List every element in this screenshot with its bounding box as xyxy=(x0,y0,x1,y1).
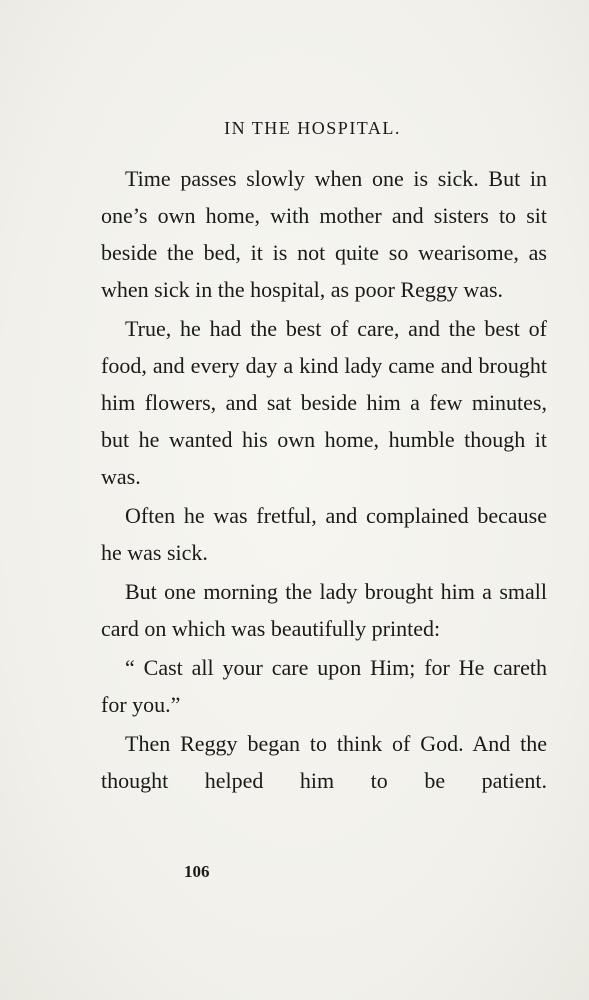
body-text xyxy=(101,160,547,801)
paragraph: Often he was fretful, and complained because he was sick. xyxy=(101,503,547,565)
paragraph: “ Cast all your care upon Him; for He careth for you.” xyxy=(101,655,547,717)
running-header: IN THE HOSPITAL. xyxy=(224,118,401,138)
paragraph: Then Reggy began to think of God. And the thought helped him to be patient. xyxy=(101,731,547,793)
paragraph: True, he had the best of care, and the best of food, and every day a kind lady came and brought him flowers, and sat beside him a few minutes, but he wanted his own home, humble though it was. xyxy=(101,316,547,489)
paragraph: But one morning the lady brought him a small card on which was beautifully printed: xyxy=(101,579,547,641)
page-number: 106 xyxy=(184,862,210,881)
paragraph: Time passes slowly when one is sick. But in one’s own home, with mother and sisters to sit beside the bed, it is not quite so wearisome, as when sick in the hospital, as poor Reggy was. xyxy=(101,166,547,302)
